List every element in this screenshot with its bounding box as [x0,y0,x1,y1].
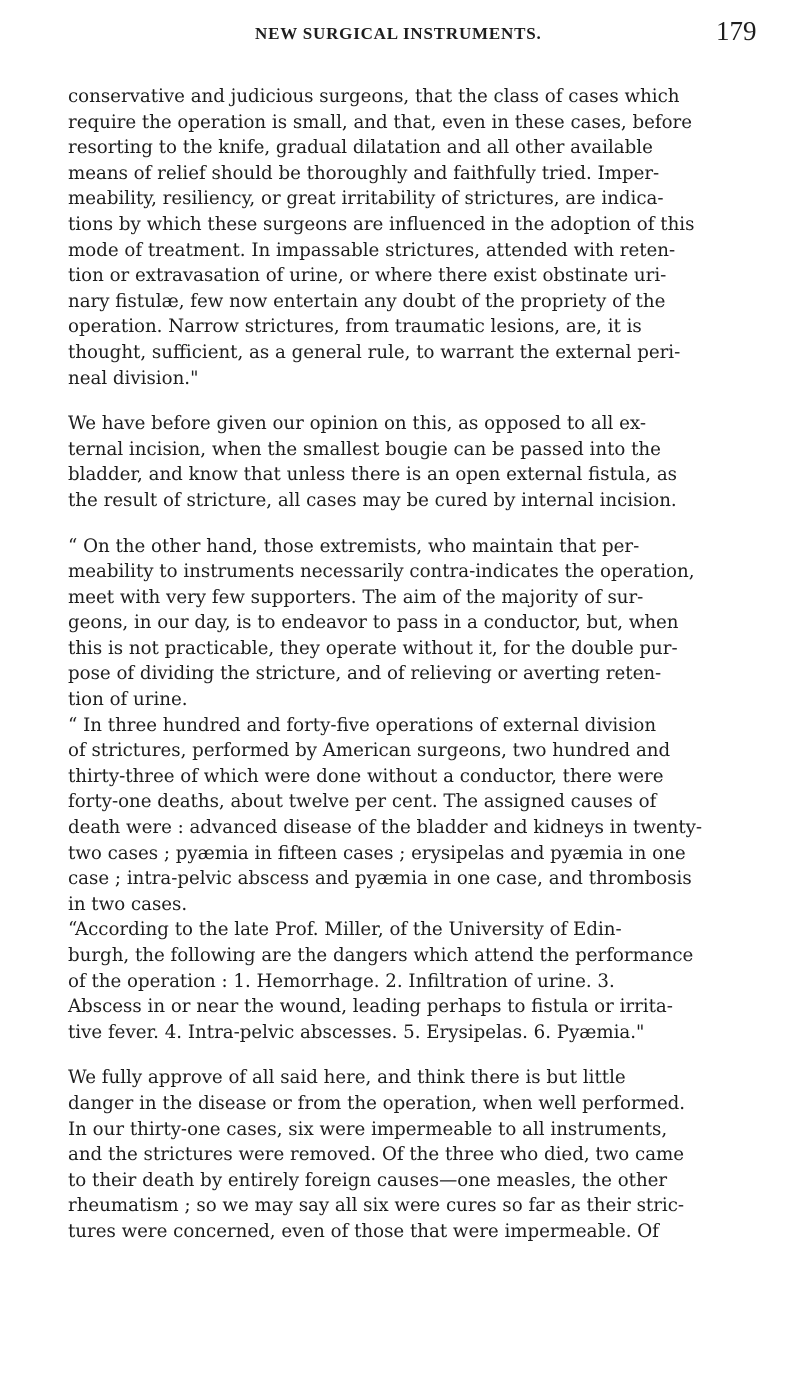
text-line: thought, sufficient, as a general rule, to warrant the external peri- [68,341,681,363]
text-line: conservative and judicious surgeons, that the class of cases which [68,86,680,107]
paragraph-gap [68,391,788,411]
text-line: burgh, the following are the dangers which attend the performance [68,945,694,966]
text-line: tive fever. 4. Intra-pelvic abscesses. 5. Erysipelas. 6. Pyæmia." [68,1021,645,1043]
text-line: We fully approve of all said here, and think there is but little [68,1067,626,1089]
text-line: “According to the late Prof. Miller, of the University of Edin- [68,919,622,941]
text-line: and the strictures were removed. Of the three who died, two came [68,1144,685,1166]
text-line: tions by which these surgeons are influenced in the adoption of this [68,213,695,235]
text-line: In our thirty-one cases, six were impermeable to all instruments, [68,1118,668,1140]
text-line: “ On the other hand, those extremists, who maintain that per- [68,535,640,557]
text-line: Abscess in or near the wound, leading perhaps to fistula or irrita- [68,996,673,1018]
text-line: case ; intra-pelvic abscess and pyæmia in one case, and thrombosis [68,868,692,890]
text-line: in two cases. [68,893,188,915]
text-line: bladder, and know that unless there is an open external fistula, as [68,464,678,486]
text-line: mode of treatment. In impassable strictures, attended with reten- [68,239,676,261]
text-line: death were : advanced disease of the bladder and kidneys in twenty- [68,817,703,839]
text-line: danger in the disease or from the operation, when well performed. [68,1092,686,1114]
text-line: pose of dividing the stricture, and of relieving or averting reten- [68,663,662,685]
text-line: thirty-three of which were done without a conductor, there were [68,765,664,787]
running-title: NEW SURGICAL INSTRUMENTS. [255,24,542,43]
text-line: meet with very few supporters. The aim of the majority of sur- [68,586,644,608]
text-line: the result of stricture, all cases may be cured by internal incision. [68,489,677,511]
text-line: two cases ; pyæmia in fifteen cases ; erysipelas and pyæmia in one [68,842,686,864]
text-line: tion of urine. [68,689,188,711]
text-line: geons, in our day, is to endeavor to pass in a conductor, but, when [68,612,679,634]
paragraph-1 [68,84,788,391]
paragraph-gap [68,514,788,534]
text-line: forty-one deaths, about twelve per cent. The assigned causes of [68,791,657,813]
text-line: to their death by entirely foreign causes—one measles, the other [68,1169,668,1191]
text-line: of the operation : 1. Hemorrhage. 2. Infiltration of urine. 3. [68,970,615,992]
body-text [68,84,788,1245]
paragraph-6 [68,1065,788,1244]
text-line: means of relief should be thoroughly and faithfully tried. Imper- [68,162,660,184]
text-line: resorting to the knife, gradual dilatation and all other available [68,137,653,159]
text-line: “ In three hundred and forty-five operations of external division [68,714,657,736]
text-line: neal division." [68,367,199,389]
paragraph-4 [68,713,788,918]
paragraph-gap [68,1045,788,1065]
text-line: meability, resiliency, or great irritability of strictures, are indica- [68,188,664,210]
text-line: of strictures, performed by American surgeons, two hundred and [68,740,671,762]
text-line: require the operation is small, and that, even in these cases, before [68,111,693,133]
text-line: nary fistulæ, few now entertain any doubt of the propriety of the [68,290,666,312]
text-line: rheumatism ; so we may say all six were cures so far as their stric- [68,1195,685,1217]
text-line: tures were concerned, even of those that were impermeable. Of [68,1220,659,1242]
paragraph-3 [68,534,788,713]
text-line: ternal incision, when the smallest bougie can be passed into the [68,438,661,460]
paragraph-2 [68,411,788,513]
paragraph-5 [68,917,788,1045]
text-line: operation. Narrow strictures, from traumatic lesions, are, it is [68,316,642,338]
page-number: 179 [716,16,757,46]
text-line: tion or extravasation of urine, or where there exist obstinate uri- [68,265,667,287]
text-line: meability to instruments necessarily contra-indicates the operation, [68,561,695,583]
text-line: We have before given our opinion on this, as opposed to all ex- [68,413,646,435]
text-line: this is not practicable, they operate without it, for the double pur- [68,637,678,659]
